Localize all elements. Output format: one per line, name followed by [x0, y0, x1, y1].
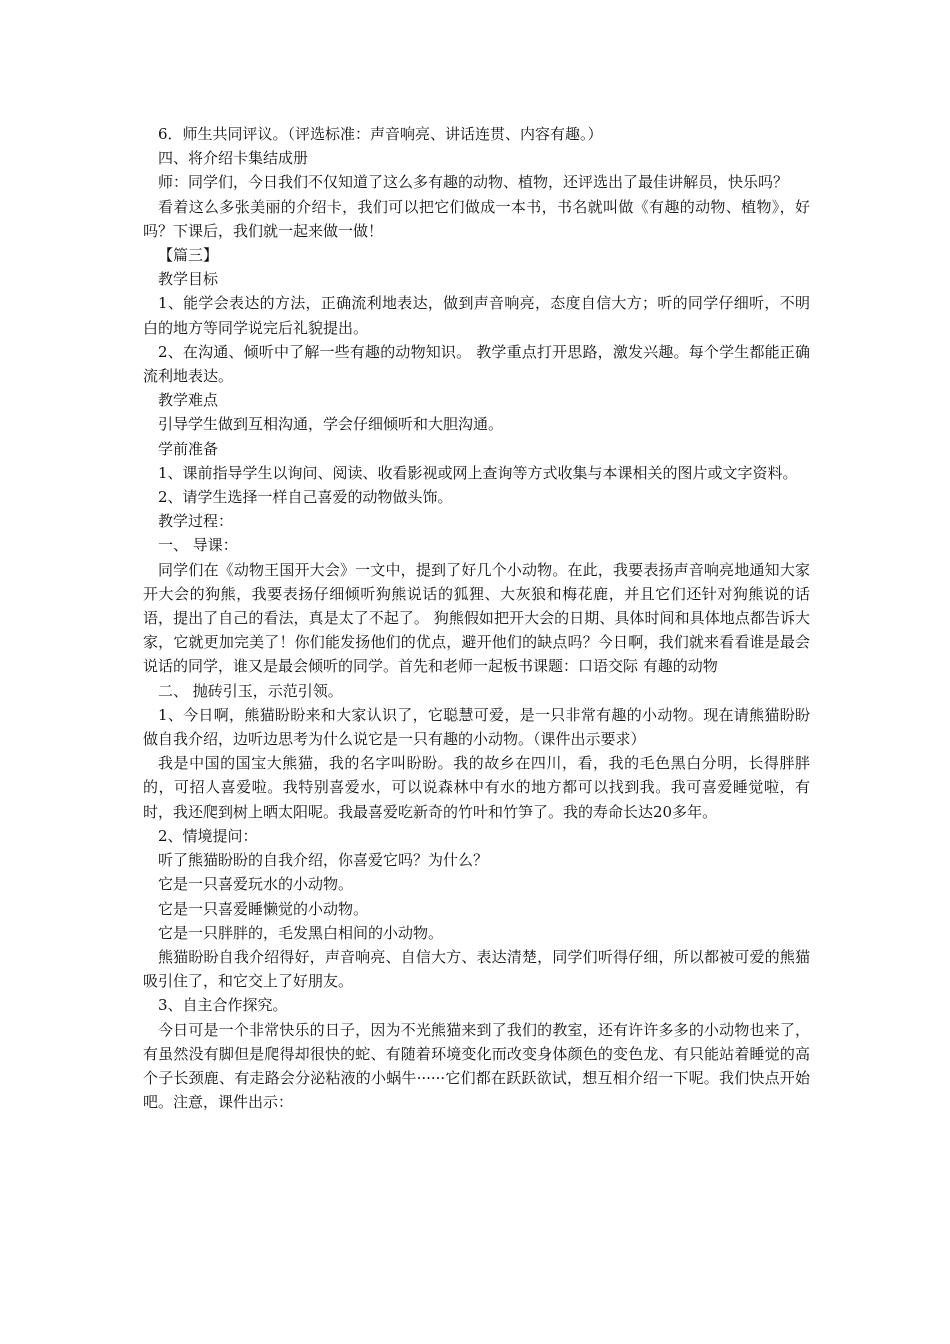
heading-teaching-goals: 教学目标: [158, 270, 219, 289]
heading-teaching-process: 教学过程：: [158, 512, 234, 531]
heading-cooperation: 3、自主合作探究。: [158, 996, 288, 1015]
paragraph-teacher-question: 师：同学们，今日我们不仅知道了这么多有趣的动物、植物，还评选出了最佳讲解员，快乐吗？: [158, 173, 789, 192]
heading-part-three: 【篇三】: [158, 246, 219, 265]
paragraph-intro: 同学们在《动物王国开大会》一文中，提到了好几个小动物。在此，我要表扬声音响亮地通知大家开大会的狗熊，我要表扬仔细倾听狗熊说话的狐狸、大灰狼和梅花鹿，并且它们还针对狗熊说的话语，提出了自己的看法，真是太了不起了。 狗熊假如把开大会的日期、具体时间和具体地点都告诉大家，它就更加完美了！你们能发扬他们的优点，避开他们的缺点吗？今日啊，我们就来看看谁是最会说话的同学，谁又是最会倾听的同学。首先和老师一起板书课题：口语交际 有趣的动物: [143, 560, 810, 676]
paragraph-difficulty: 引导学生做到互相沟通，学会仔细倾听和大胆沟通。: [158, 415, 504, 434]
paragraph-answer-1: 它是一只喜爱玩水的小动物。: [158, 875, 354, 894]
heading-preparation: 学前准备: [158, 439, 219, 458]
heading-section-four: 四、将介绍卡集结成册: [158, 149, 309, 168]
paragraph-panda-intro: 1、今日啊，熊猫盼盼来和大家认识了，它聪慧可爱，是一只非常有趣的小动物。现在请熊猫盼盼做自我介绍，边听边思考为什么说它是一只有趣的小动物。（课件出示要求）: [143, 705, 810, 749]
paragraph-panda-summary: 熊猫盼盼自我介绍得好，声音响亮、自信大方、表达清楚，同学们听得仔细，所以都被可爱的熊猫吸引住了，和它交上了好朋友。: [143, 947, 810, 991]
heading-demonstration: 二、 抛砖引玉，示范引领。: [158, 681, 343, 700]
paragraph-animals: 今日可是一个非常快乐的日子，因为不光熊猫来到了我们的教室，还有许许多多的小动物也来了，有虽然没有脚但是爬得却很快的蛇、有随着环境变化而改变身体颜色的变色龙、有只能站着睡觉的高个子长颈鹿、有走路会分泌粘液的小蜗牛······它们都在跃跃欲试，想互相介绍一下呢。我们快点开始吧。注意，课件出示：: [143, 1020, 810, 1112]
paragraph-answer-2: 它是一只喜爱睡懒觉的小动物。: [158, 899, 369, 918]
paragraph-goal-1: 1、能学会表达的方法，正确流利地表达，做到声音响亮，态度自信大方；听的同学仔细听，不明白的地方等同学说完后礼貌提出。: [143, 294, 810, 337]
paragraph-prep-1: 1、课前指导学生以询问、阅读、收看影视或网上查询等方式收集与本课相关的图片或文字资料。: [158, 463, 798, 482]
paragraph-question: 听了熊猫盼盼的自我介绍，你喜爱它吗？为什么？: [158, 851, 489, 870]
paragraph-answer-3: 它是一只胖胖的，毛发黑白相间的小动物。: [158, 923, 444, 942]
document-page: [143, 122, 810, 1114]
paragraph-make-book: 看着这么多张美丽的介绍卡，我们可以把它们做成一本书，书名就叫做《有趣的动物、植物》，好吗？下课后，我们就一起来做一做！: [143, 197, 810, 240]
paragraph-prep-2: 2、请学生选择一样自己喜爱的动物做头饰。: [158, 488, 453, 507]
heading-intro: 一、 导课：: [158, 536, 238, 555]
paragraph-panda-self: 我是中国的国宝大熊猫，我的名字叫盼盼。我的故乡在四川，看，我的毛色黑白分明，长得胖胖的，可招人喜爱啦。我特别喜爱水，可以说森林中有水的地方都可以找到我。我可喜爱睡觉啦，有时，我还爬到树上晒太阳呢。我最喜爱吃新奇的竹叶和竹笋了。我的寿命长达20多年。: [143, 754, 810, 821]
paragraph-goal-2: 2、在沟通、倾听中了解一些有趣的动物知识。 教学重点打开思路，激发兴趣。每个学生都能正确流利地表达。: [143, 342, 810, 386]
heading-situation-question: 2、情境提问：: [158, 826, 258, 845]
paragraph-evaluation: 6．师生共同评议。（评选标准：声音响亮、讲话连贯、内容有趣。）: [158, 125, 603, 143]
heading-teaching-difficulty: 教学难点: [158, 391, 219, 410]
